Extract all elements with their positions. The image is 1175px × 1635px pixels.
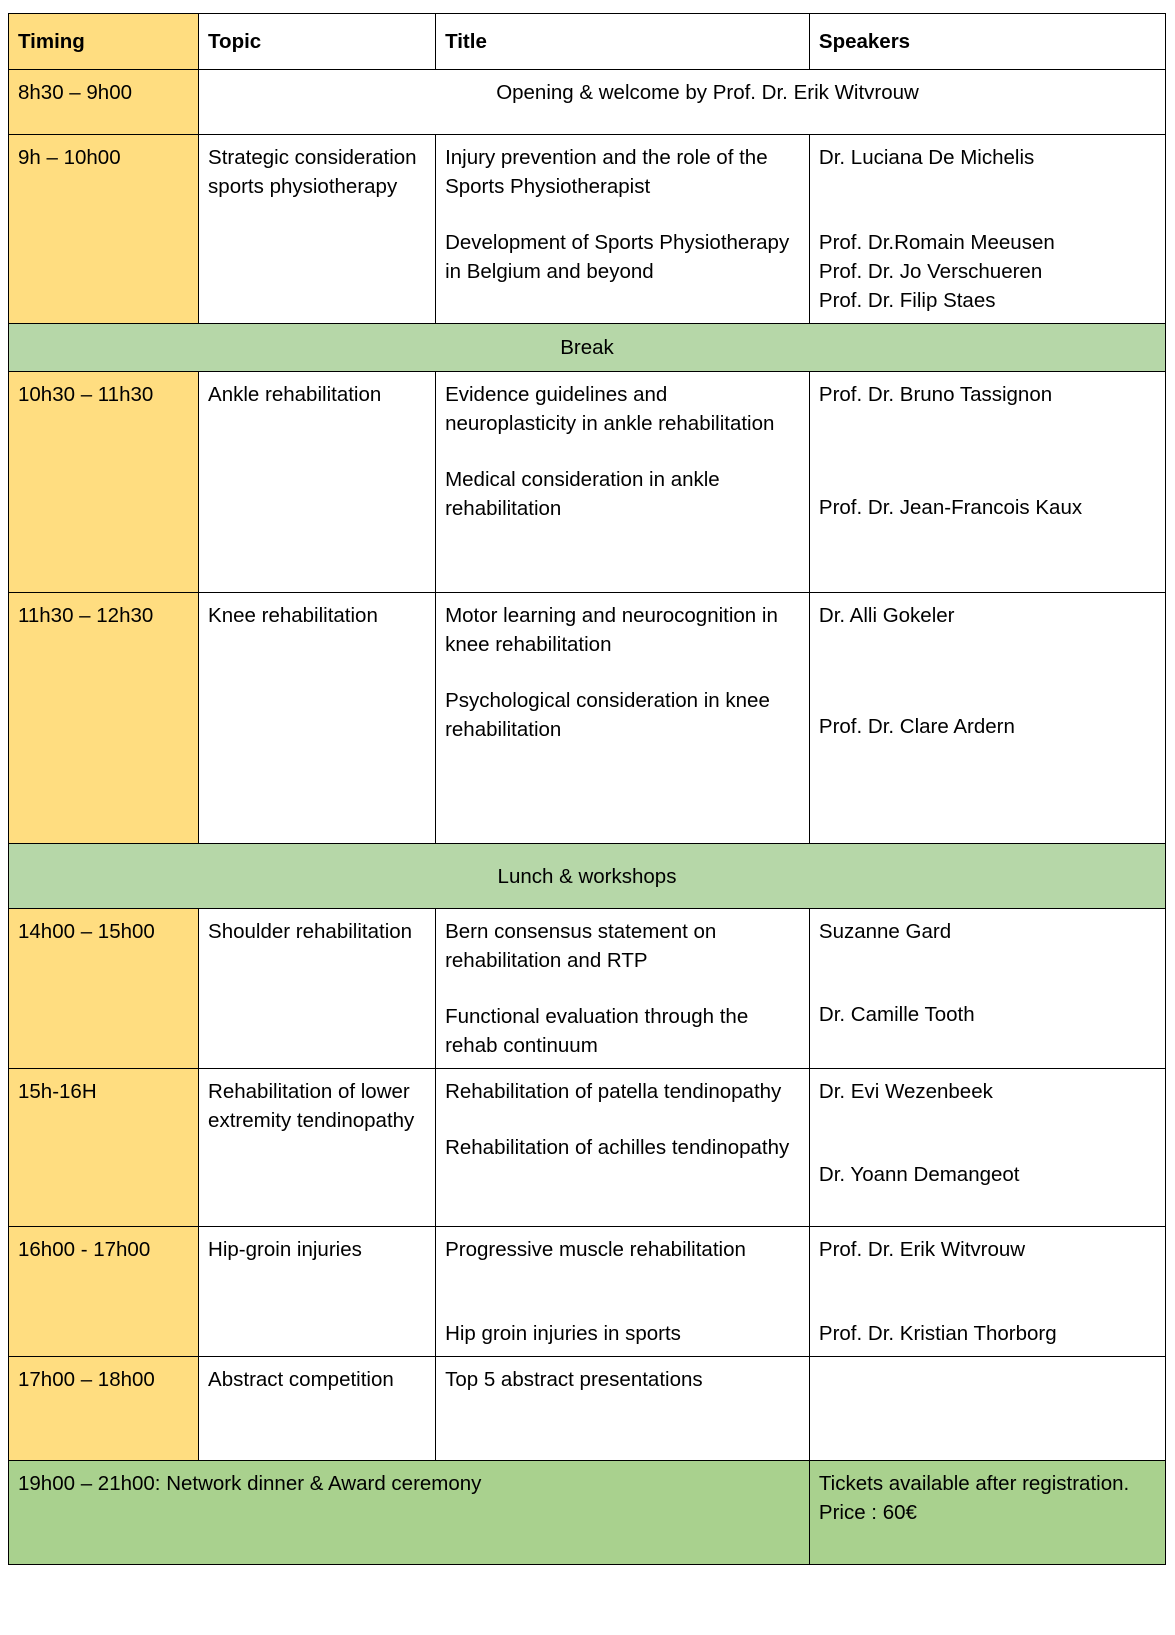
session-titles bbox=[436, 135, 810, 324]
speaker-name: Prof. Dr. Filip Staes bbox=[818, 289, 996, 312]
speaker-name: Prof. Dr. Jo Verschueren bbox=[818, 260, 1043, 283]
session-row bbox=[9, 372, 1166, 593]
session-titles bbox=[436, 372, 810, 593]
session-time: 15h-16H bbox=[9, 1069, 199, 1227]
speaker-name: Prof. Dr. Clare Ardern bbox=[818, 715, 1015, 738]
lunch-label: Lunch & workshops bbox=[9, 844, 1166, 909]
session-time: 16h00 - 17h00 bbox=[9, 1227, 199, 1357]
session-titles bbox=[436, 593, 810, 844]
dinner-text: 19h00 – 21h00: Network dinner & Award ceremony bbox=[9, 1461, 810, 1565]
programme-table bbox=[8, 13, 1166, 1565]
session-row bbox=[9, 1227, 1166, 1357]
session-title: Rehabilitation of achilles tendinopathy bbox=[445, 1136, 790, 1159]
header-title: Title bbox=[436, 14, 810, 70]
session-topic: Rehabilitation of lower extremity tendinopathy bbox=[199, 1069, 436, 1227]
session-title: Functional evaluation through the rehab continuum bbox=[445, 1005, 749, 1057]
session-title: Rehabilitation of patella tendinopathy bbox=[445, 1080, 782, 1103]
session-topic: Shoulder rehabilitation bbox=[199, 909, 436, 1069]
speaker-name: Dr. Luciana De Michelis bbox=[818, 146, 1035, 169]
header-timing: Timing bbox=[9, 14, 199, 70]
session-title: Motor learning and neurocognition in knee rehabilitation bbox=[445, 604, 778, 656]
session-time: 11h30 – 12h30 bbox=[9, 593, 199, 844]
session-time: 17h00 – 18h00 bbox=[9, 1357, 199, 1461]
session-speakers bbox=[809, 135, 1165, 324]
session-titles bbox=[436, 1227, 810, 1357]
session-topic: Ankle rehabilitation bbox=[199, 372, 436, 593]
session-title: Medical consideration in ankle rehabilitation bbox=[445, 468, 720, 520]
session-speakers bbox=[809, 1357, 1165, 1461]
session-speakers bbox=[809, 909, 1165, 1069]
session-speakers bbox=[809, 372, 1165, 593]
tickets-info: Tickets available after registration. bbox=[818, 1472, 1130, 1495]
session-title: Top 5 abstract presentations bbox=[445, 1368, 703, 1391]
speaker-name: Dr. Yoann Demangeot bbox=[818, 1163, 1020, 1186]
session-title: Bern consensus statement on rehabilitation and RTP bbox=[445, 920, 717, 972]
session-title: Injury prevention and the role of the Sports Physiotherapist bbox=[445, 146, 768, 198]
session-row bbox=[9, 909, 1166, 1069]
speaker-name: Suzanne Gard bbox=[818, 920, 952, 943]
ticket-price: Price : 60€ bbox=[818, 1501, 917, 1524]
speaker-name: Prof. Dr. Jean-Francois Kaux bbox=[818, 496, 1083, 519]
session-speakers bbox=[809, 593, 1165, 844]
session-topic: Strategic consideration sports physiotherapy bbox=[199, 135, 436, 324]
session-topic: Abstract competition bbox=[199, 1357, 436, 1461]
speaker-name: Prof. Dr.Romain Meeusen bbox=[818, 231, 1055, 254]
session-titles bbox=[436, 909, 810, 1069]
speaker-name: Dr. Evi Wezenbeek bbox=[818, 1080, 993, 1103]
speaker-name: Prof. Dr. Kristian Thorborg bbox=[818, 1322, 1057, 1345]
session-time: 9h – 10h00 bbox=[9, 135, 199, 324]
session-speakers bbox=[809, 1069, 1165, 1227]
break-label: Break bbox=[9, 324, 1166, 372]
session-time: 14h00 – 15h00 bbox=[9, 909, 199, 1069]
opening-text: Opening & welcome by Prof. Dr. Erik Witvrouw bbox=[199, 70, 1166, 135]
header-topic: Topic bbox=[199, 14, 436, 70]
session-row bbox=[9, 1357, 1166, 1461]
session-speakers bbox=[809, 1227, 1165, 1357]
session-row bbox=[9, 1069, 1166, 1227]
break-row bbox=[9, 324, 1166, 372]
session-title: Development of Sports Physiotherapy in Belgium and beyond bbox=[445, 231, 790, 283]
lunch-row bbox=[9, 844, 1166, 909]
opening-time: 8h30 – 9h00 bbox=[9, 70, 199, 135]
session-row bbox=[9, 135, 1166, 324]
session-topic: Knee rehabilitation bbox=[199, 593, 436, 844]
session-title: Psychological consideration in knee rehabilitation bbox=[445, 689, 770, 741]
session-title: Evidence guidelines and neuroplasticity in ankle rehabilitation bbox=[445, 383, 775, 435]
speaker-name: Dr. Alli Gokeler bbox=[818, 604, 955, 627]
header-row bbox=[9, 14, 1166, 70]
session-time: 10h30 – 11h30 bbox=[9, 372, 199, 593]
opening-row bbox=[9, 70, 1166, 135]
dinner-tickets-cell bbox=[809, 1461, 1165, 1565]
session-topic: Hip-groin injuries bbox=[199, 1227, 436, 1357]
speaker-name: Prof. Dr. Erik Witvrouw bbox=[818, 1238, 1026, 1261]
session-row bbox=[9, 593, 1166, 844]
session-title: Progressive muscle rehabilitation bbox=[445, 1238, 746, 1261]
dinner-row bbox=[9, 1461, 1166, 1565]
header-speakers: Speakers bbox=[809, 14, 1165, 70]
speaker-name: Dr. Camille Tooth bbox=[818, 1003, 975, 1026]
session-titles bbox=[436, 1069, 810, 1227]
session-title: Hip groin injuries in sports bbox=[445, 1322, 681, 1345]
session-titles bbox=[436, 1357, 810, 1461]
speaker-name: Prof. Dr. Bruno Tassignon bbox=[818, 383, 1053, 406]
